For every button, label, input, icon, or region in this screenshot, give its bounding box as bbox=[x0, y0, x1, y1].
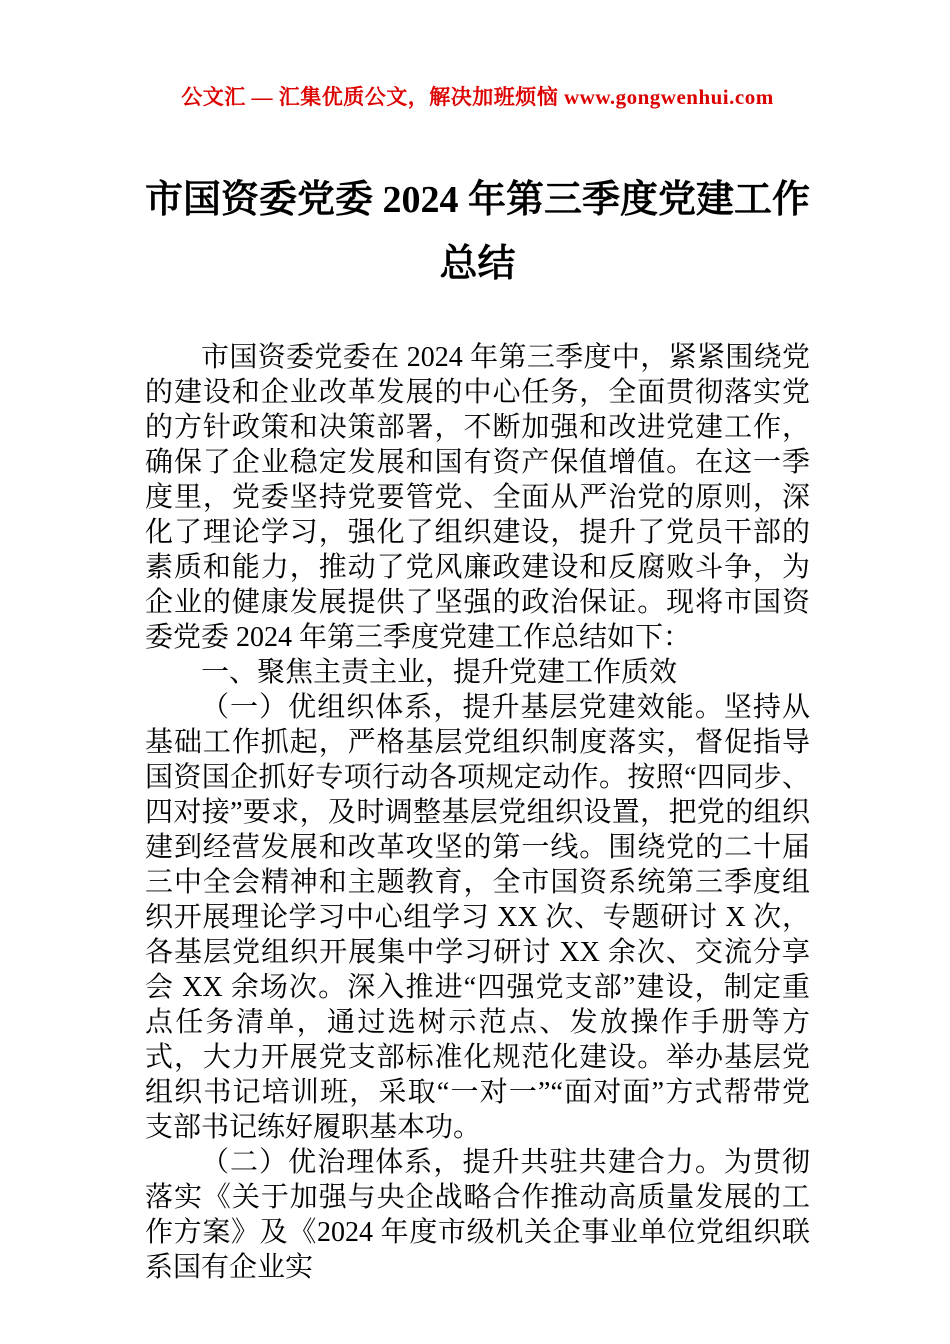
section-heading-1: 一、聚焦主责主业，提升党建工作质效 bbox=[201, 657, 678, 688]
paragraph-intro: 市国资委党委在 2024 年第三季度中，紧紧围绕党的建设和企业改革发展的中心任务，全面贯彻落实党的方针政策和决策部署，不断加强和改进党建工作，确保了企业稳定发展和国有资产保值增值。在这一季度里，党委坚持党要管党、全面从严治党的原则，深化了理论学习，强化了组织建设，提升了党员干部的素质和能力，推动了党风廉政建设和反腐败斗争，为企业的健康发展提供了坚强的政治保证。现将市国资委党委 2024 年第三季度党建工作总结如下： bbox=[145, 342, 810, 653]
promo-header: 公文汇 — 汇集优质公文，解决加班烦恼 www.gongwenhui.com bbox=[181, 85, 774, 109]
paragraph-section-1-item-1: （一）优组织体系，提升基层党建效能。坚持从基础工作抓起，严格基层党组织制度落实，督促指导国资国企抓好专项行动各项规定动作。按照“四同步、四对接”要求，及时调整基层党组织设置，把党的组织建到经营发展和改革攻坚的第一线。围绕党的二十届三中全会精神和主题教育，全市国资系统第三季度组织开展理论学习中心组学习 XX 次、专题研讨 X 次，各基层党组织开展集中学习研讨 XX 余次、交流分享会 XX 余场次。深入推进“四强党支部”建设，制定重点任务清单，通过选树示范点、发放操作手册等方式，大力开展党支部标准化规范化建设。举办基层党组织书记培训班，采取“一对一”“面对面”方式帮带党支部书记练好履职基本功。 bbox=[145, 692, 810, 1143]
paragraph-section-1-item-2: （二）优治理体系，提升共驻共建合力。为贯彻落实《关于加强与央企战略合作推动高质量发展的工作方案》及《2024 年度市级机关企事业单位党组织联系国有企业实 bbox=[145, 1147, 810, 1283]
document-title: 市国资委党委 2024 年第三季度党建工作总结 bbox=[145, 179, 811, 285]
document-body bbox=[145, 340, 810, 1285]
